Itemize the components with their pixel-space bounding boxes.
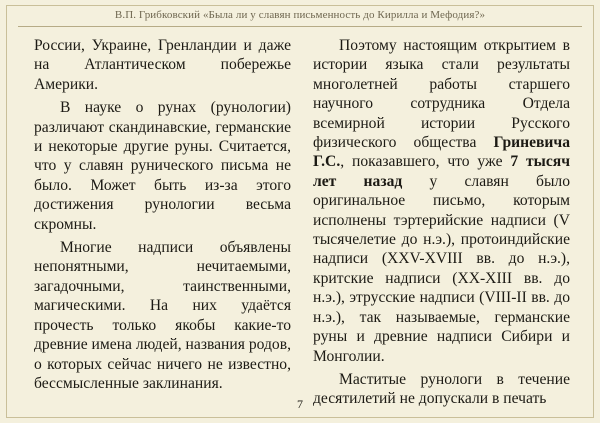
page-number: 7 [297,397,303,411]
right-column [313,36,570,409]
left-paragraph-3: Многие надписи объявлены непонятными, нечитаемыми, загадочными, таинственными, магическими. На них удаётся прочесть только якобы какие-то древние имена людей, названия родов, о которых сейчас ничего не известно, бессмысленные заклинания. [34,239,291,392]
author-name: Гриневича Г.С. [313,134,570,171]
emphasis-seven-thousand-years: 7 тысяч лет назад [313,153,570,190]
right-paragraph-2: Маститые рунологи в течение десятилетий не допускали в печать [313,370,570,408]
header-divider [18,26,582,27]
left-paragraph-1: России, Украине, Гренландии и даже на Атлантическом побережье Америки. [34,37,291,93]
right-paragraph-1-text-a: Поэтому настоящим открытием в истории языка стали результаты многолетней работы старшего научного сотрудника Отдела всемирной истории Русского физического общества [313,37,570,152]
left-paragraph-2: В науке о рунах (рунологии) различают скандинавские, германские и некоторые другие руны. Считается, что у славян рунического письма не было. Может быть из-за этого достижения рунологии весьма скромны. [34,99,291,233]
right-paragraph-1-text-b: , показавшего, что уже [340,153,511,171]
right-paragraph-1-text-c: у славян было оригинальное письмо, которым исполнены тэртерийские надписи (V тысячелетие до н.э.), протоиндийские надписи (XXV-XVIII вв. до н.э.), критские надписи (XX-XIII вв. до н.э.), этрусские надписи (VIII-II вв. до н.э.), так называемые, германские руны и древние надписи Сибири и Монголии. [313,172,570,365]
left-column [34,36,291,393]
running-header: В.П. Грибковский «Была ли у славян письменность до Кирилла и Мефодия?» [114,9,486,21]
right-paragraph-1 [313,36,570,366]
